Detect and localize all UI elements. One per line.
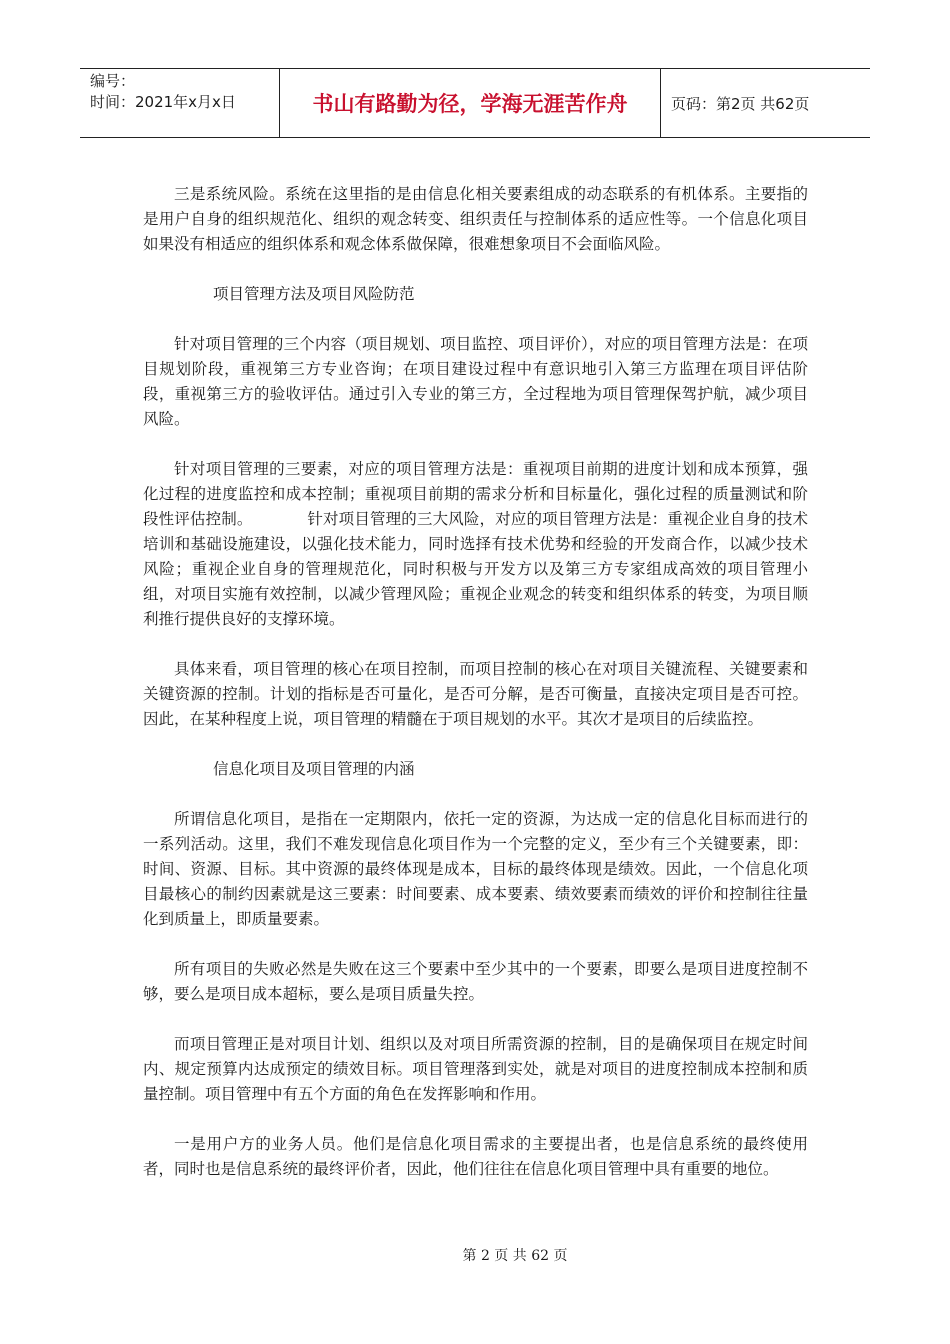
section-heading: 信息化项目及项目管理的内涵 xyxy=(213,760,415,778)
header-motto: 书山有路勤为径，学海无涯苦作舟 xyxy=(280,69,661,137)
paragraph: 三是系统风险。系统在这里指的是由信息化相关要素组成的动态联系的有机体系。主要指的是用户自身的组织规范化、组织的观念转变、组织责任与控制体系的适应性等。一个信息化项目如果没有相适应的组织体系和观念体系做保障，很难想象项目不会面临风险。 xyxy=(143,185,808,253)
paragraph: 一是用户方的业务人员。他们是信息化项目需求的主要提出者，也是信息系统的最终使用者，同时也是信息系统的最终评价者，因此，他们往往在信息化项目管理中具有重要的地位。 xyxy=(143,1135,808,1178)
paragraph: 针对项目管理的三个内容（项目规划、项目监控、项目评价），对应的项目管理方法是：在项目规划阶段，重视第三方专业咨询；在项目建设过程中有意识地引入第三方监理在项目评估阶段，重视第三方的验收评估。通过引入专业的第三方，全过程地为项目管理保驾护航，减少项目风险。 xyxy=(143,335,808,428)
document-number-label: 编号： xyxy=(90,72,136,90)
paragraph: 所有项目的失败必然是失败在这三个要素中至少其中的一个要素，即要么是项目进度控制不够，要么是项目成本超标，要么是项目质量失控。 xyxy=(143,960,808,1003)
paragraph: 而项目管理正是对项目计划、组织以及对项目所需资源的控制，目的是确保项目在规定时间内、规定预算内达成预定的绩效目标。项目管理落到实处，就是对项目的进度控制成本控制和质量控制。项目管理中有五个方面的角色在发挥影响和作用。 xyxy=(143,1035,808,1103)
page-footer: 第 2 页 共 62 页 xyxy=(462,1248,568,1264)
header-meta xyxy=(80,69,280,137)
paragraph: 具体来看，项目管理的核心在项目控制，而项目控制的核心在对项目关键流程、关键要素和关键资源的控制。计划的指标是否可量化，是否可分解，是否可衡量，直接决定项目是否可控。因此，在某种程度上说，项目管理的精髓在于项目规划的水平。其次才是项目的后续监控。 xyxy=(143,660,808,728)
page-header xyxy=(80,68,870,138)
section-heading: 项目管理方法及项目风险防范 xyxy=(213,285,415,303)
header-page-info: 页码：第2页 共62页 xyxy=(671,94,810,113)
document-date: 时间：2021年x月x日 xyxy=(90,93,236,111)
paragraph: 针对项目管理的三要素，对应的项目管理方法是：重视项目前期的进度计划和成本预算，强化过程的进度监控和成本控制；重视项目前期的需求分析和目标量化，强化过程的质量测试和阶段性评估控制。 针对项目管理的三大风险，对应的项目管理方法是：重视企业自身的技术培训和基础设施建设，以强化技术能力，同时选择有技术优势和经验的开发商合作，以减少技术风险；重视企业自身的管理规范化，同时积极与开发方以及第三方专家组成高效的项目管理小组，对项目实施有效控制，以减少管理风险；重视企业观念的转变和组织体系的转变，为项目顺利推行提供良好的支撑环境。 xyxy=(143,460,808,628)
paragraph: 所谓信息化项目，是指在一定期限内，依托一定的资源，为达成一定的信息化目标而进行的一系列活动。这里，我们不难发现信息化项目作为一个完整的定义，至少有三个关键要素，即：时间、资源、目标。其中资源的最终体现是成本，目标的最终体现是绩效。因此，一个信息化项目最核心的制约因素就是这三要素：时间要素、成本要素、绩效要素而绩效的评价和控制往往量化到质量上，即质量要素。 xyxy=(143,810,808,928)
document-body xyxy=(143,182,808,1207)
